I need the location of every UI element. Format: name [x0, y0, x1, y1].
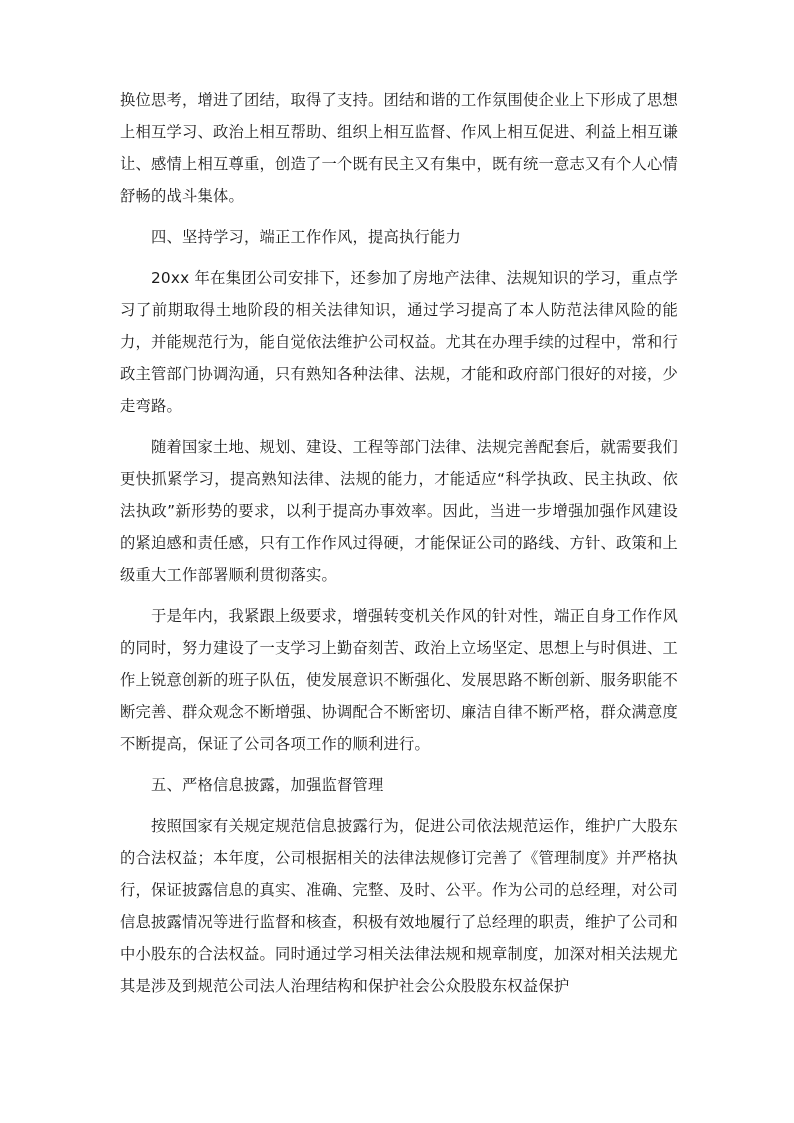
paragraph-work-style: 于是年内，我紧跟上级要求，增强转变机关作风的针对性，端正自身工作作风的同时，努力建设了一支学习上勤奋刻苦、政治上立场坚定、思想上与时俱进、工作上锐意创新的班子队伍，使发展意识不断强化、发展思路不断创新、服务职能不断完善、群众观念不断增强、协调配合不断密切、廉洁自律不断严格，群众满意度不断提高，保证了公司各项工作的顺利进行。	[120, 607, 678, 753]
paragraph-gap	[120, 801, 678, 810]
document-body	[120, 84, 678, 1002]
paragraph-team-unity: 换位思考，增进了团结，取得了支持。团结和谐的工作氛围使企业上下形成了思想上相互学习、政治上相互帮助、组织上相互监督、作风上相互促进、利益上相互谦让、感情上相互尊重，创造了一个既有民主又有集中，既有统一意志又有个人心情舒畅的战斗集体。	[120, 91, 678, 205]
paragraph-gap	[120, 212, 678, 221]
paragraph-gap	[120, 591, 678, 600]
paragraph-regulation-improvement: 随着国家土地、规划、建设、工程等部门法律、法规完善配套后，就需要我们更快抓紧学习，提高熟知法律、法规的能力，才能适应“科学执政、民主执政、依法执政”新形势的要求，以利于提高办事效率。因此，当进一步增强加强作风建设的紧迫感和责任感，只有工作作风过得硬，才能保证公司的路线、方针、政策和上级重大工作部署顺利贯彻落实。	[120, 438, 678, 584]
paragraph-gap	[120, 422, 678, 431]
paragraph-legal-study: 20xx 年在集团公司安排下，还参加了房地产法律、法规知识的学习，重点学习了前期取得土地阶段的相关法律知识，通过学习提高了本人防范法律风险的能力，并能规范行为，能自觉依法维护公司权益。尤其在办理手续的过程中，常和行政主管部门协调沟通，只有熟知各种法律、法规，才能和政府部门很好的对接，少走弯路。	[120, 269, 678, 415]
paragraph-gap	[120, 760, 678, 769]
paragraph-information-disclosure: 按照国家有关规定规范信息披露行为，促进公司依法规范运作，维护广大股东的合法权益；本年度，公司根据相关的法律法规修订完善了《管理制度》并严格执行，保证披露信息的真实、准确、完整、及时、公平。作为公司的总经理，对公司信息披露情况等进行监督和核查，积极有效地履行了总经理的职责，维护了公司和中小股东的合法权益。同时通过学习相关法律法规和规章制度，加深对相关法规尤其是涉及到规范公司法人治理结构和保护社会公众股股东权益保护	[120, 817, 678, 995]
section-heading-study-style: 四、坚持学习，端正工作作风，提高执行能力	[151, 228, 461, 246]
paragraph-gap	[120, 253, 678, 262]
section-heading-disclosure: 五、严格信息披露，加强监督管理	[151, 776, 384, 794]
